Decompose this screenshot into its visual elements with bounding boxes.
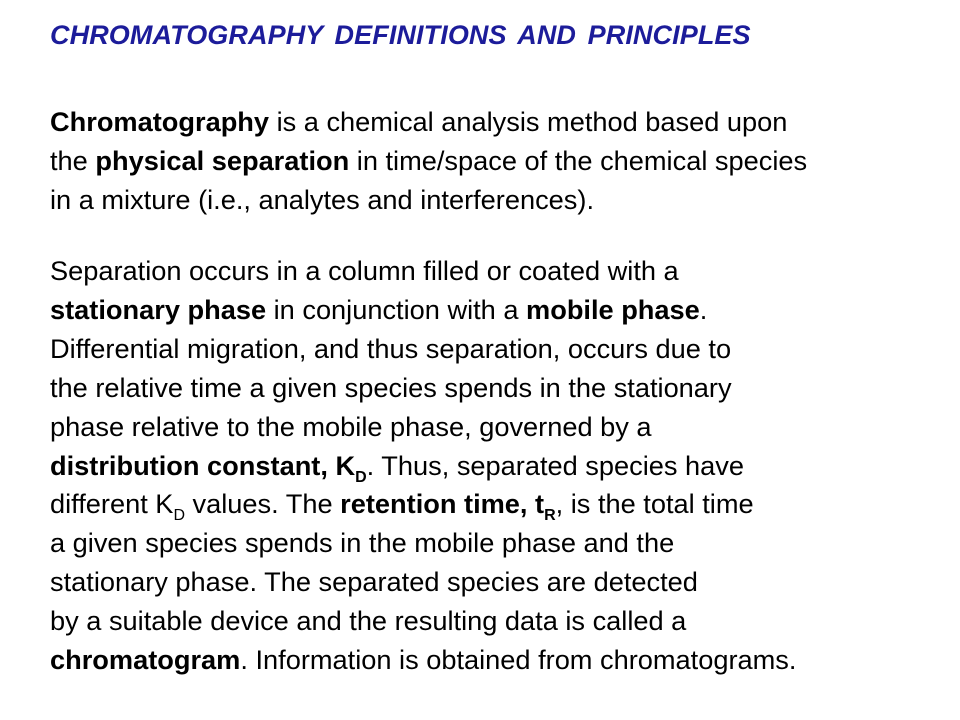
- text-run: the relative time a given species spends in the stationary: [50, 371, 732, 403]
- text-line: [50, 252, 796, 291]
- term-mobile-phase: mobile phase: [526, 293, 700, 325]
- subscript: R: [544, 507, 556, 525]
- slide-title: CHROMATOGRAPHY DEFINITIONS AND PRINCIPLES: [50, 20, 751, 50]
- text-line: [50, 485, 796, 524]
- text-line: [50, 408, 796, 447]
- text-run: values. The: [185, 488, 341, 520]
- text-line: [50, 291, 796, 330]
- text-line: [50, 330, 796, 369]
- text-run: a given species spends in the mobile phase and the: [50, 527, 675, 559]
- principles-paragraph: [50, 252, 796, 680]
- text-run: Separation occurs in a column filled or coated with a: [50, 255, 679, 286]
- term-stationary-phase: stationary phase: [50, 293, 267, 325]
- text-line: [50, 524, 796, 563]
- text-run: . Thus, separated species have: [366, 449, 744, 481]
- text-run: by a suitable device and the resulting data is called a: [50, 605, 687, 637]
- text-line: [50, 602, 796, 641]
- text-line: [50, 103, 807, 142]
- text-run: , is the total time: [555, 488, 754, 520]
- text-run: .: [699, 293, 708, 325]
- text-run: is a chemical analysis method based upon: [269, 106, 788, 137]
- text-run: in a mixture (i.e., analytes and interferences).: [50, 183, 595, 215]
- text-run: the: [50, 144, 96, 176]
- text-run: in conjunction with a: [266, 293, 527, 325]
- text-line: [50, 369, 796, 408]
- text-run: Differential migration, and thus separation, occurs due to: [50, 332, 732, 364]
- text-line: [50, 563, 796, 602]
- text-run: phase relative to the mobile phase, governed by a: [50, 410, 652, 442]
- term-chromatogram: chromatogram: [50, 644, 241, 676]
- text-run: different K: [50, 488, 174, 520]
- text-run: distribution constant, K: [50, 449, 356, 481]
- text-line: [50, 447, 796, 486]
- term-retention-time: [340, 488, 556, 525]
- subscript: D: [355, 468, 367, 486]
- text-line: [50, 181, 807, 220]
- text-run: . Information is obtained from chromatograms.: [240, 644, 797, 676]
- text-run: stationary phase. The separated species are detected: [50, 566, 698, 598]
- subscript: D: [173, 507, 185, 525]
- text-line: [50, 641, 796, 680]
- term-chromatography: Chromatography: [50, 106, 270, 137]
- text-run: in time/space of the chemical species: [349, 144, 808, 176]
- text-line: [50, 142, 807, 181]
- text-run: retention time, t: [340, 488, 545, 520]
- term-physical-separation: physical separation: [95, 144, 350, 176]
- term-distribution-constant: [50, 449, 367, 486]
- definition-paragraph: [50, 103, 807, 220]
